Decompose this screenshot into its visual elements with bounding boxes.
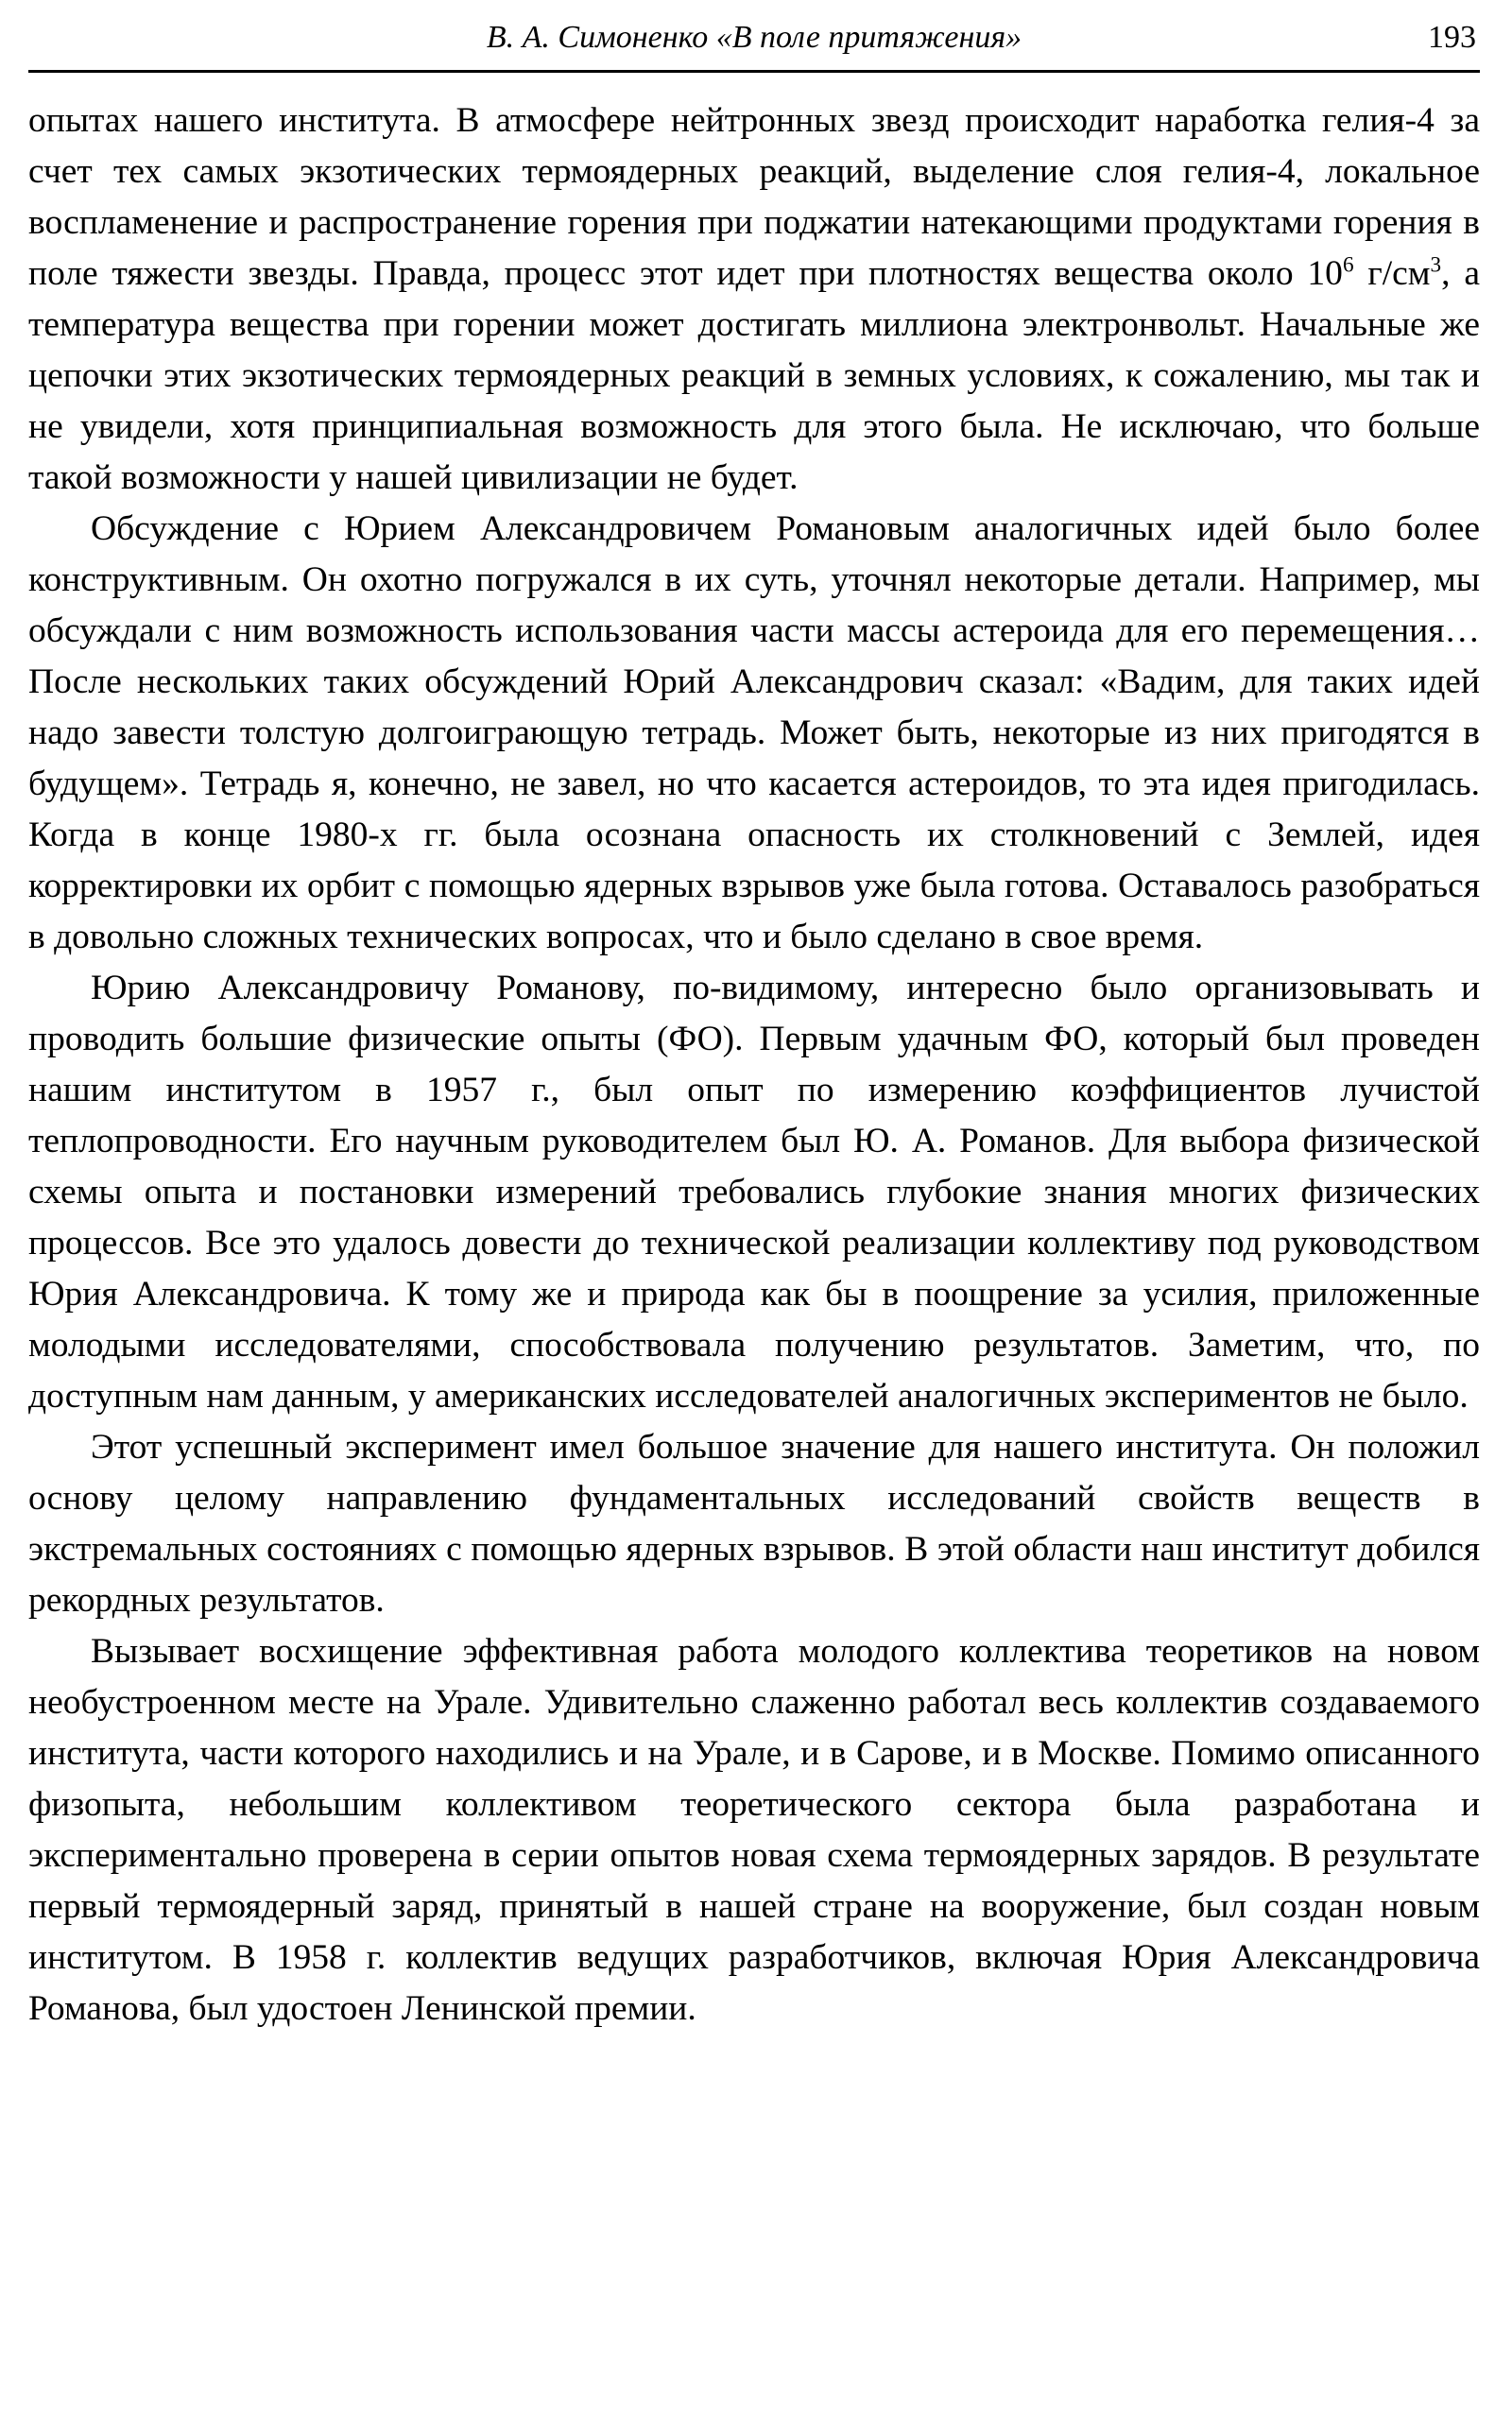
paragraph-3: Юрию Александровичу Романову, по-видимому, интересно было организовывать и проводить большие физические опыты (ФО). Первым удачным ФО, который был проведен нашим институтом в 1957 г., был опыт по измерению коэффициентов лучистой теплопроводности. Его научным руководителем был Ю. А. Романов. Для выбора физической схемы опыта и постановки измерений требовались глубокие знания многих физических процессов. Все это удалось довести до технической реализации коллективу под руководством Юрия Александровича. К тому же и природа как бы в поощрение за усилия, приложенные молодыми исследователями, способствовала получению результатов. Заметим, что, по доступным нам данным, у американских исследователей аналогичных экспериментов не было. <box>28 969 1480 1416</box>
page-header <box>28 15 1480 60</box>
exponent-volume: 3 <box>1430 252 1442 278</box>
paragraph-1-text-c: , а температура вещества при горении может достигать миллиона электронвольт. Начальные же цепочки этих экзотических термоядерных реакций в земных условиях, к сожалению, мы так и не увидели, хотя принципиальная возможность для этого была. Не исключаю, что больше такой возможности у нашей цивилизации не будет. <box>28 254 1480 497</box>
exponent-density: 6 <box>1342 252 1354 278</box>
paragraph-1 <box>28 95 1480 504</box>
running-title: В. А. Симоненко «В поле притяжения» <box>486 20 1022 55</box>
paragraph-4: Этот успешный эксперимент имел большое значение для нашего института. Он положил основу целому направлению фундаментальных исследований свойств веществ в экстремальных состояниях с помощью ядерных взрывов. В этой области наш институт добился рекордных результатов. <box>28 1428 1480 1620</box>
page-body <box>28 95 1480 2035</box>
paragraph-2: Обсуждение с Юрием Александровичем Романовым аналогичных идей было более конструктивным. Он охотно погружался в их суть, уточнял некоторые детали. Например, мы обсуждали с ним возможность использования части массы астероида для его перемещения… После нескольких таких обсуждений Юрий Александрович сказал: «Вадим, для таких идей надо завести толстую долгоиграющую тетрадь. Может быть, некоторые из них пригодятся в будущем». Тетрадь я, конечно, не завел, но что касается астероидов, то эта идея пригодилась. Когда в конце 1980-х гг. была осознана опасность их столкновений с Землей, идея корректировки их орбит с помощью ядерных взрывов уже была готова. Оставалось разобраться в довольно сложных технических вопросах, что и было сделано в свое время. <box>28 509 1480 956</box>
header-rule <box>28 70 1480 73</box>
page-number: 193 <box>1428 20 1476 55</box>
paragraph-1-text-b: г/см <box>1353 254 1431 293</box>
paragraph-5: Вызывает восхищение эффективная работа молодого коллектива теоретиков на новом необустроенном месте на Урале. Удивительно слаженно работал весь коллектив создаваемого института, части которого находились и на Урале, и в Сарове, и в Москве. Помимо описанного физопыта, небольшим коллективом теоретического сектора была разработана и экспериментально проверена в серии опытов новая схема термоядерных зарядов. В результате первый термоядерный заряд, принятый в нашей стране на вооружение, был создан новым институтом. В 1958 г. коллектив ведущих разработчиков, включая Юрия Александровича Романова, был удостоен Ленинской премии. <box>28 1632 1480 2028</box>
paragraph-1-text-a: опытах нашего института. В атмосфере нейтронных звезд происходит наработка гелия-4 за счет тех самых экзотических термоядерных реакций, выделение слоя гелия-4, локальное воспламенение и распространение горения при поджатии натекающими продуктами горения в поле тяжести звезды. Правда, процесс этот идет при плотностях вещества около 10 <box>28 101 1480 293</box>
